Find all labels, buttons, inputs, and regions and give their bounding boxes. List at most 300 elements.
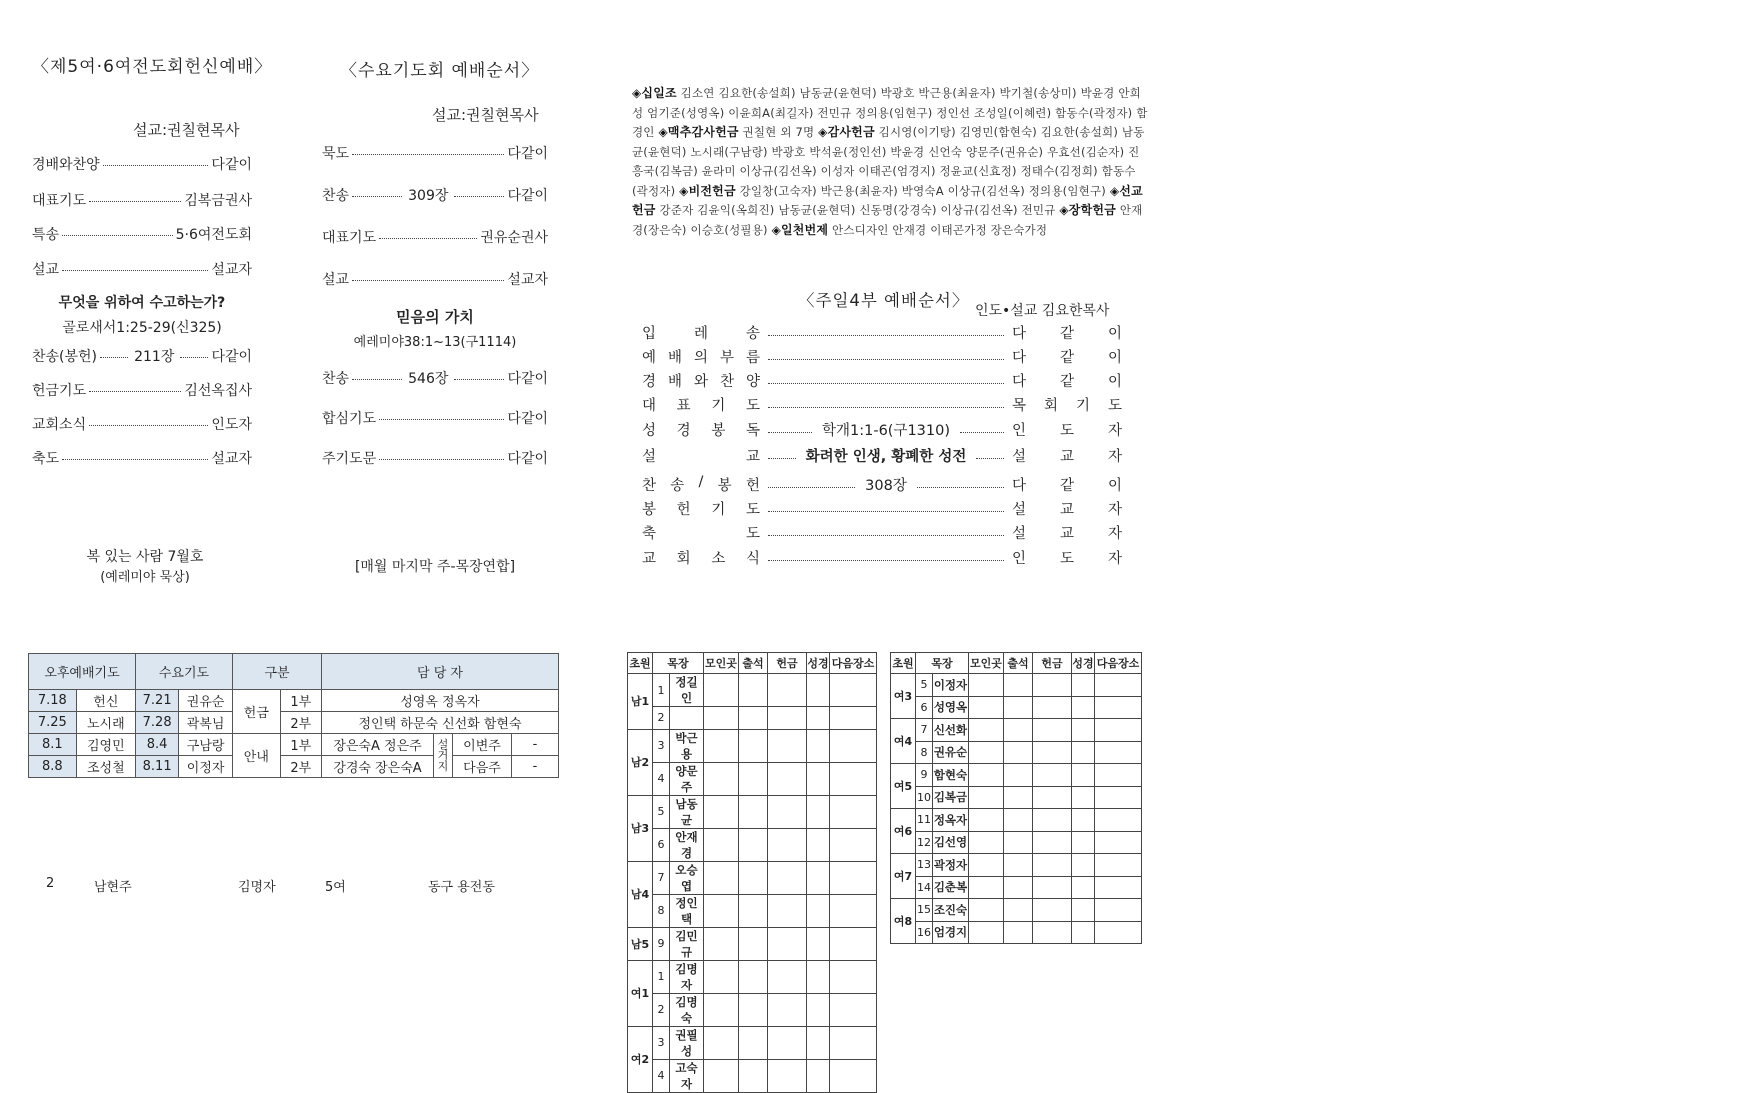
attendance-cell[interactable] [704, 674, 739, 707]
attendance-header: 헌금 [768, 653, 807, 674]
attendance-leader: 안재경 [670, 828, 704, 861]
attendance-cell[interactable] [1072, 854, 1095, 877]
sunday-order-label: 성 경 봉 독 [642, 422, 760, 439]
attendance-leader: 김명숙 [670, 993, 704, 1026]
duty-people: 장은숙A 정은주 [322, 734, 434, 756]
attendance-cell[interactable] [1004, 899, 1033, 922]
attendance-row [628, 828, 877, 861]
sunday-title: 〈주일4부 예배순서〉 [798, 291, 970, 310]
attendance-cell[interactable] [1004, 809, 1033, 832]
attendance-cell[interactable] [1033, 764, 1072, 787]
duty-date: 8.11 [136, 756, 179, 778]
attendance-cell[interactable] [807, 674, 830, 707]
attendance-number: 11 [916, 809, 933, 832]
attendance-row [628, 861, 877, 894]
hunsin-order-row: 설교 설교자 [32, 262, 252, 278]
attendance-header: 성경 [1072, 653, 1095, 674]
attendance-cell[interactable] [1033, 809, 1072, 832]
duty-date: 8.1 [29, 734, 77, 756]
attendance-number: 10 [916, 786, 933, 809]
attendance-cell[interactable] [830, 1026, 877, 1059]
duty-people: 이변주 [453, 734, 512, 756]
attendance-cell[interactable] [1004, 719, 1033, 742]
attendance-table-right [890, 652, 1142, 944]
attendance-header: 출석 [1004, 653, 1033, 674]
attendance-cell[interactable] [739, 828, 768, 861]
sunday-order-row [642, 497, 1122, 519]
attendance-row [628, 729, 877, 762]
offering-category: ◈선교헌금 [632, 183, 1143, 217]
attendance-leader: 엄경지 [933, 921, 969, 944]
sunday-order-row [642, 345, 1122, 367]
devotional-subtitle: (예레미야 묵상) [100, 570, 190, 585]
attendance-cell[interactable] [1095, 831, 1142, 854]
sunday-order-row [642, 393, 1122, 415]
attendance-header: 출석 [739, 653, 768, 674]
attendance-header: 목장 [653, 653, 704, 674]
attendance-cell[interactable] [739, 729, 768, 762]
attendance-row [628, 762, 877, 795]
attendance-cell[interactable] [969, 899, 1004, 922]
attendance-number: 9 [916, 764, 933, 787]
offering-category: ◈일천번제 [771, 222, 829, 237]
duty-header: 구분 [233, 654, 322, 690]
wednesday-order-row: 설교 설교자 [322, 272, 548, 288]
attendance-cell[interactable] [704, 927, 739, 960]
attendance-row [891, 786, 1142, 809]
attendance-cell[interactable] [1033, 741, 1072, 764]
attendance-cell[interactable] [1033, 876, 1072, 899]
duty-people: 정인택 하문숙 신선화 함현숙 [322, 712, 559, 734]
attendance-cell[interactable] [807, 894, 830, 927]
sunday-order-person: 다 같 이 [1012, 477, 1122, 494]
attendance-number: 14 [916, 876, 933, 899]
wednesday-preacher: 설교:권칠현목사 [432, 106, 539, 124]
attendance-cell[interactable] [830, 674, 877, 707]
attendance-cell[interactable] [1072, 741, 1095, 764]
attendance-cell[interactable] [969, 696, 1004, 719]
attendance-cell[interactable] [807, 1026, 830, 1059]
attendance-cell[interactable] [1072, 809, 1095, 832]
attendance-cell[interactable] [704, 993, 739, 1026]
attendance-cell[interactable] [739, 674, 768, 707]
offering-names: 안스디자인 안재경 이태곤가정 장은숙가정 [832, 222, 1048, 237]
attendance-cell[interactable] [768, 861, 807, 894]
attendance-cell[interactable] [739, 960, 768, 993]
duty-name: 김영민 [76, 734, 135, 756]
attendance-leader: 권유순 [933, 741, 969, 764]
bottom-num: 2 [46, 876, 55, 891]
duty-name: 곽복님 [179, 712, 233, 734]
attendance-leader: 양문주 [670, 762, 704, 795]
attendance-cell[interactable] [969, 854, 1004, 877]
attendance-cell[interactable] [1072, 719, 1095, 742]
attendance-cell[interactable] [807, 729, 830, 762]
sunday-order-label: 예 배 의 부 름 [642, 349, 760, 366]
attendance-cell[interactable] [739, 927, 768, 960]
attendance-cell[interactable] [1004, 696, 1033, 719]
attendance-header: 모인곳 [969, 653, 1004, 674]
attendance-number: 15 [916, 899, 933, 922]
attendance-cell[interactable] [704, 707, 739, 730]
attendance-cell[interactable] [807, 707, 830, 730]
attendance-row [891, 899, 1142, 922]
attendance-number: 6 [653, 828, 670, 861]
attendance-leader: 남동균 [670, 795, 704, 828]
attendance-row [891, 809, 1142, 832]
attendance-cell[interactable] [739, 707, 768, 730]
attendance-cell[interactable] [969, 786, 1004, 809]
hunsin-order-row: 교회소식 인도자 [32, 417, 252, 433]
attendance-cell[interactable] [768, 960, 807, 993]
attendance-cell[interactable] [1072, 674, 1095, 697]
wednesday-order-row: 주기도문 다같이 [322, 451, 548, 467]
attendance-cell[interactable] [704, 795, 739, 828]
attendance-header: 헌금 [1033, 653, 1072, 674]
attendance-cell[interactable] [768, 828, 807, 861]
attendance-cell[interactable] [704, 960, 739, 993]
attendance-cell[interactable] [1004, 674, 1033, 697]
attendance-cell[interactable] [1033, 786, 1072, 809]
duty-people: - [512, 756, 559, 778]
wednesday-order-row: 합심기도 다같이 [322, 411, 548, 427]
attendance-cell[interactable] [807, 795, 830, 828]
attendance-cell[interactable] [1095, 854, 1142, 877]
attendance-cell[interactable] [830, 960, 877, 993]
attendance-cell[interactable] [768, 1059, 807, 1092]
attendance-leader: 신선화 [933, 719, 969, 742]
sunday-order-row [642, 521, 1122, 543]
attendance-group: 여6 [891, 809, 916, 854]
attendance-cell[interactable] [704, 828, 739, 861]
attendance-cell[interactable] [704, 1059, 739, 1092]
attendance-number: 5 [916, 674, 933, 697]
attendance-row [628, 795, 877, 828]
offering-names: 안재경(장은숙) 이승호(성필용) [632, 203, 1143, 237]
attendance-leader: 곽정자 [933, 854, 969, 877]
attendance-cell[interactable] [768, 993, 807, 1026]
attendance-cell[interactable] [1004, 921, 1033, 944]
offering-names: 김시영(이기탕) 김영민(함현숙) 김요한(송설희) 남동균(윤현덕) 노시래(구남랑) 박광호 박석윤(정인선) 박윤경 신언숙 양문주(권유순) 우효선(김순자) 진흥국(김복금) 윤라미 이상규(김선옥) 이성자 이태곤(엄경지) 정윤교(신효정) 정태수(김정희) 함동수(곽정자) [632, 125, 1145, 198]
attendance-cell[interactable] [969, 741, 1004, 764]
attendance-cell[interactable] [807, 927, 830, 960]
attendance-group: 여3 [891, 674, 916, 719]
attendance-cell[interactable] [739, 894, 768, 927]
duty-date: 8.4 [136, 734, 179, 756]
attendance-header: 모인곳 [704, 653, 739, 674]
wednesday-order-row: 묵도 다같이 [322, 146, 548, 162]
attendance-cell[interactable] [1072, 764, 1095, 787]
attendance-row [891, 741, 1142, 764]
attendance-number: 2 [653, 707, 670, 730]
sunday-order-label: 봉 헌 기 도 [642, 501, 760, 518]
sunday-preacher: 인도•설교 김요한목사 [975, 303, 1110, 319]
attendance-leader: 정길인 [670, 674, 704, 707]
sunday-order-label: 설 교 [642, 448, 760, 465]
sunday-order-row [642, 321, 1122, 343]
attendance-number: 1 [653, 960, 670, 993]
duty-date: 7.28 [136, 712, 179, 734]
attendance-cell[interactable] [830, 762, 877, 795]
attendance-cell[interactable] [739, 762, 768, 795]
duty-section: 안내 [233, 734, 281, 778]
attendance-leader: 김선영 [933, 831, 969, 854]
attendance-cell[interactable] [830, 927, 877, 960]
hunsin-sermon-text: 골로새서1:25-29(신325) [62, 320, 222, 336]
attendance-cell[interactable] [969, 921, 1004, 944]
attendance-number: 3 [653, 1026, 670, 1059]
sunday-order-row [642, 444, 1122, 466]
attendance-row [891, 674, 1142, 697]
attendance-cell[interactable] [1033, 719, 1072, 742]
bottom-place: 동구 용전동 [428, 880, 495, 895]
duty-header: 수요기도 [136, 654, 233, 690]
attendance-cell[interactable] [704, 861, 739, 894]
sunday-order-label: 찬 송 / 봉 헌 [642, 473, 760, 494]
wednesday-order-row: 찬송 546장 다같이 [322, 371, 549, 387]
attendance-number: 4 [653, 1059, 670, 1092]
sunday-order-label: 교 회 소 식 [642, 550, 760, 567]
hunsin-preacher: 설교:권칠현목사 [133, 121, 240, 139]
sunday-order-label: 대 표 기 도 [642, 397, 760, 414]
attendance-cell[interactable] [830, 795, 877, 828]
attendance-group: 여2 [628, 1026, 653, 1092]
duty-name: 구남랑 [179, 734, 233, 756]
offering-category: ◈맥추감사헌금 [658, 125, 739, 139]
attendance-cell[interactable] [1004, 741, 1033, 764]
attendance-header: 다음장소 [1095, 653, 1142, 674]
attendance-cell[interactable] [830, 707, 877, 730]
attendance-number: 3 [653, 729, 670, 762]
attendance-cell[interactable] [1072, 831, 1095, 854]
sunday-order-detail: 학개1:1-6(구1310) [821, 422, 951, 439]
attendance-header: 목장 [916, 653, 969, 674]
attendance-cell[interactable] [739, 795, 768, 828]
attendance-leader: 김명자 [670, 960, 704, 993]
attendance-cell[interactable] [1095, 696, 1142, 719]
attendance-group: 남4 [628, 861, 653, 927]
offering-list [632, 84, 1150, 240]
duty-people: 강경숙 장은숙A [322, 756, 434, 778]
attendance-cell[interactable] [739, 1059, 768, 1092]
attendance-number: 8 [653, 894, 670, 927]
attendance-row [628, 894, 877, 927]
attendance-number: 1 [653, 674, 670, 707]
offering-names: 강일창(고숙자) 박근용(최윤자) 박영숙A 이상규(김선옥) 정의용(임현구) [739, 183, 1106, 198]
attendance-cell[interactable] [768, 729, 807, 762]
attendance-cell[interactable] [739, 1026, 768, 1059]
attendance-cell[interactable] [807, 1059, 830, 1092]
sunday-order-person: 다 같 이 [1012, 349, 1122, 366]
attendance-cell[interactable] [768, 894, 807, 927]
sunday-order-row [642, 418, 1122, 440]
attendance-cell[interactable] [1004, 764, 1033, 787]
attendance-cell[interactable] [1072, 786, 1095, 809]
attendance-leader: 박근용 [670, 729, 704, 762]
attendance-cell[interactable] [807, 762, 830, 795]
offering-category: ◈비전헌금 [679, 183, 736, 198]
attendance-cell[interactable] [1095, 674, 1142, 697]
duty-people: 다음주 [453, 756, 512, 778]
attendance-cell[interactable] [1095, 741, 1142, 764]
attendance-cell[interactable] [704, 894, 739, 927]
attendance-row [891, 854, 1142, 877]
attendance-cell[interactable] [807, 960, 830, 993]
hunsin-order-row: 축도 설교자 [32, 451, 252, 467]
attendance-leader: 고숙자 [670, 1059, 704, 1092]
attendance-cell[interactable] [1072, 921, 1095, 944]
sunday-order-person: 인 도 자 [1012, 550, 1122, 567]
bottom-group: 5여 [325, 880, 346, 895]
attendance-cell[interactable] [768, 674, 807, 707]
attendance-group: 남5 [628, 927, 653, 960]
sunday-order-label: 경 배 와 찬 양 [642, 373, 760, 390]
hunsin-order-row: 찬송(봉헌) 211장 다같이 [32, 349, 253, 365]
hunsin-order-row: 특송 5·6여전도회 [32, 227, 252, 243]
attendance-cell[interactable] [768, 1026, 807, 1059]
duty-people: - [512, 734, 559, 756]
attendance-row [628, 707, 877, 730]
sunday-order-person: 다 같 이 [1012, 325, 1122, 342]
attendance-leader: 김복금 [933, 786, 969, 809]
attendance-cell[interactable] [1033, 674, 1072, 697]
attendance-cell[interactable] [1033, 696, 1072, 719]
attendance-cell[interactable] [1004, 876, 1033, 899]
attendance-cell[interactable] [1095, 719, 1142, 742]
wednesday-sermon-title: 믿음의 가치 [396, 308, 474, 326]
attendance-row [891, 764, 1142, 787]
duty-header: 담 당 자 [322, 654, 559, 690]
attendance-cell[interactable] [830, 729, 877, 762]
attendance-cell[interactable] [830, 861, 877, 894]
sunday-order-row [642, 546, 1122, 568]
attendance-cell[interactable] [1072, 696, 1095, 719]
attendance-row [628, 1059, 877, 1092]
attendance-row [891, 921, 1142, 944]
duty-part: 2부 [280, 756, 321, 778]
attendance-leader: 성영옥 [933, 696, 969, 719]
duty-name: 노시래 [76, 712, 135, 734]
attendance-cell[interactable] [1095, 876, 1142, 899]
attendance-number: 7 [916, 719, 933, 742]
attendance-cell[interactable] [1095, 921, 1142, 944]
duty-date: 8.8 [29, 756, 77, 778]
attendance-cell[interactable] [830, 1059, 877, 1092]
offering-category: ◈감사헌금 [818, 125, 875, 139]
attendance-cell[interactable] [807, 993, 830, 1026]
wednesday-sermon-text: 예레미야38:1~13(구1114) [353, 335, 517, 350]
hunsin-order-row: 헌금기도 김선옥집사 [32, 383, 252, 399]
attendance-cell[interactable] [1004, 831, 1033, 854]
attendance-number: 8 [916, 741, 933, 764]
duty-table [28, 653, 559, 778]
attendance-cell[interactable] [1033, 854, 1072, 877]
attendance-cell[interactable] [807, 861, 830, 894]
hunsin-order-row: 경배와찬양 다같이 [32, 157, 252, 173]
attendance-row [891, 831, 1142, 854]
attendance-leader: 김민규 [670, 927, 704, 960]
attendance-cell[interactable] [1095, 809, 1142, 832]
attendance-cell[interactable] [807, 828, 830, 861]
offering-names: 강준자 김윤익(옥희진) 남동균(윤현덕) 신동명(강경숙) 이상규(김선옥) 전민규 [659, 203, 1056, 217]
attendance-number: 13 [916, 854, 933, 877]
sunday-order-person: 설 교 자 [1012, 448, 1122, 465]
attendance-cell[interactable] [1033, 921, 1072, 944]
attendance-cell[interactable] [1072, 876, 1095, 899]
attendance-cell[interactable] [969, 831, 1004, 854]
attendance-cell[interactable] [704, 1026, 739, 1059]
attendance-group: 남2 [628, 729, 653, 795]
duty-name: 권유순 [179, 690, 233, 712]
attendance-cell[interactable] [704, 729, 739, 762]
attendance-cell[interactable] [1095, 764, 1142, 787]
attendance-cell[interactable] [768, 707, 807, 730]
devotional-title: 복 있는 사람 7월호 [86, 549, 204, 565]
attendance-leader [670, 707, 704, 730]
attendance-cell[interactable] [830, 993, 877, 1026]
attendance-table-left [627, 652, 877, 1093]
duty-part: 1부 [280, 734, 321, 756]
attendance-cell[interactable] [969, 719, 1004, 742]
attendance-number: 6 [916, 696, 933, 719]
attendance-cell[interactable] [1072, 899, 1095, 922]
attendance-cell[interactable] [969, 876, 1004, 899]
sunday-order-label: 축 도 [642, 525, 760, 542]
attendance-cell[interactable] [969, 674, 1004, 697]
attendance-cell[interactable] [1033, 831, 1072, 854]
attendance-cell[interactable] [1095, 786, 1142, 809]
attendance-cell[interactable] [704, 762, 739, 795]
attendance-row [891, 719, 1142, 742]
attendance-cell[interactable] [739, 993, 768, 1026]
hunsin-order-row: 대표기도 김복금권사 [32, 193, 252, 209]
sunday-order-row [642, 369, 1122, 391]
attendance-cell[interactable] [1095, 899, 1142, 922]
attendance-group: 여5 [891, 764, 916, 809]
wednesday-order-row: 대표기도 권유순권사 [322, 230, 548, 246]
attendance-cell[interactable] [768, 927, 807, 960]
attendance-cell[interactable] [969, 809, 1004, 832]
attendance-cell[interactable] [1004, 786, 1033, 809]
attendance-leader: 함현숙 [933, 764, 969, 787]
hunsin-sermon-title: 무엇을 위하여 수고하는가? [58, 295, 226, 311]
wednesday-title: 〈수요기도회 예배순서〉 [340, 61, 540, 81]
attendance-cell[interactable] [969, 764, 1004, 787]
attendance-cell[interactable] [768, 762, 807, 795]
attendance-cell[interactable] [830, 828, 877, 861]
attendance-number: 2 [653, 993, 670, 1026]
attendance-cell[interactable] [830, 894, 877, 927]
sunday-order-person: 다 같 이 [1012, 373, 1122, 390]
attendance-group: 여1 [628, 960, 653, 1026]
attendance-leader: 권필성 [670, 1026, 704, 1059]
attendance-cell[interactable] [768, 795, 807, 828]
attendance-cell[interactable] [1033, 899, 1072, 922]
attendance-group: 여8 [891, 899, 916, 944]
offering-names: 김소연 김요한(송설희) 남동균(윤현덕) 박광호 박근용(최윤자) 박기철(송상미) 박윤경 안희성 엄기준(성영옥) 이윤희A(최길자) 전민규 정의용(임현구) 정인선 조성일(이혜련) 함동수(곽정자) 함경인 [632, 86, 1148, 139]
duty-section: 헌금 [233, 690, 281, 734]
sunday-order-row [642, 473, 1122, 495]
attendance-cell[interactable] [1004, 854, 1033, 877]
attendance-number: 7 [653, 861, 670, 894]
attendance-leader: 정옥자 [933, 809, 969, 832]
sunday-order-person: 목 회 기 도 [1012, 397, 1122, 414]
attendance-cell[interactable] [739, 861, 768, 894]
duty-date: 7.21 [136, 690, 179, 712]
offering-names: 권칠현 외 7명 [742, 125, 815, 139]
attendance-group: 남3 [628, 795, 653, 861]
attendance-row [628, 1026, 877, 1059]
